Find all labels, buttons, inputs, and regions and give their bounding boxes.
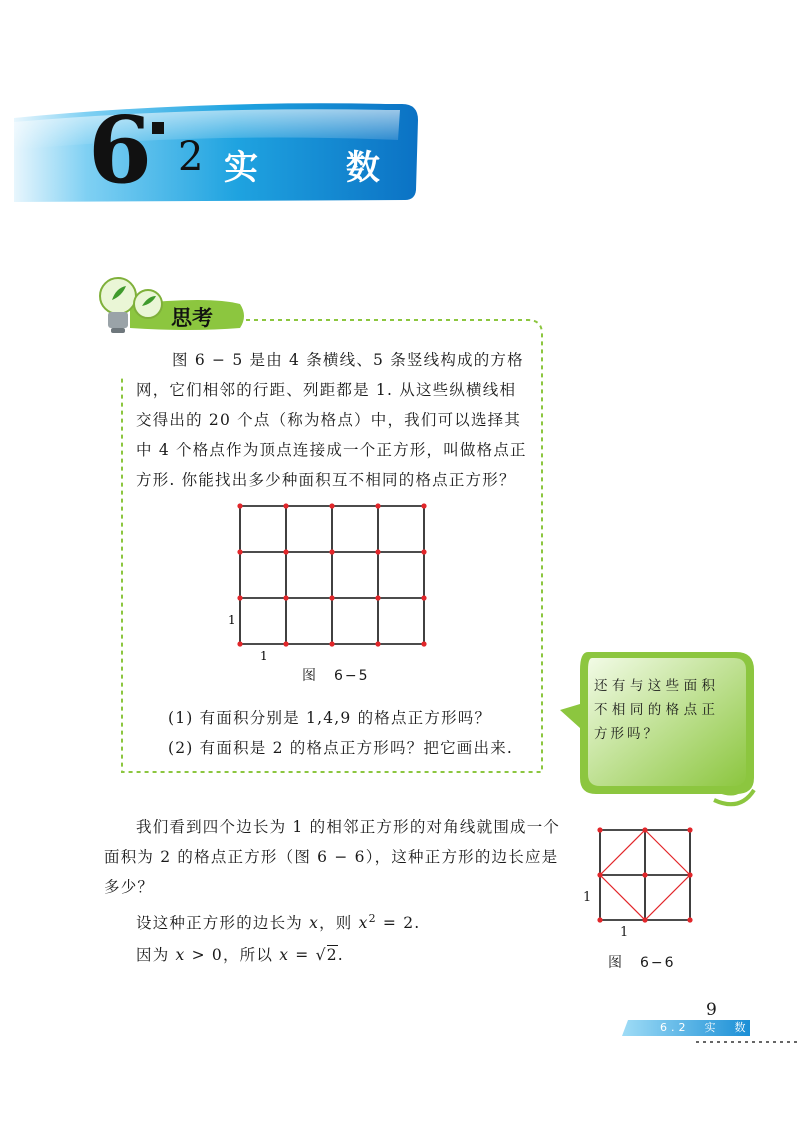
fig65-lattice-point [375,641,380,646]
fig66-unit-y: 1 [583,890,592,905]
fig65-unit-y: 1 [228,613,236,627]
fig66-lattice-point [642,827,647,832]
line2-var2: x [358,914,369,933]
line3-eq: = [289,946,316,965]
fig65-lattice-point [329,549,334,554]
fig65-unit-x: 1 [260,649,268,663]
fig65-lattice-point [375,549,380,554]
footer-section-label: 6.2 实 数 [660,1021,750,1034]
line2-suffix: = 2. [376,914,421,933]
fig65-lattice-point [283,549,288,554]
section-number: 2 [178,134,204,180]
fig65-lattice-point [237,549,242,554]
fig65-lattice-point [237,503,242,508]
fig65-lattice-point [283,503,288,508]
fig65-lattice-point [421,595,426,600]
line2-mid: ，则 [319,914,359,933]
fig66-lattice-point [642,917,647,922]
line3-prefix: 因为 [136,946,176,965]
fig65-lattice-point [283,641,288,646]
fig65-lattice-point [375,595,380,600]
fig65-lattice-point [329,641,334,646]
fig66-lattice-point [687,917,692,922]
think-label: 思考 [171,306,213,330]
fig65-lattice-point [329,595,334,600]
figure-6-5-grid [228,498,438,668]
fig66-lattice-point [597,872,602,877]
line2-var: x [309,914,320,933]
bubble-text: 还有与这些面积不相同的格点正方形吗？ [594,678,718,742]
sqrt-radicand: 2 [326,946,338,965]
fig65-lattice-point [237,641,242,646]
fig66-lattice-point [597,827,602,832]
figure-6-6-caption: 图 6−6 [608,955,676,971]
fig65-lattice-point [421,641,426,646]
fig65-lattice-point [421,549,426,554]
page-number: 9 [706,1000,717,1020]
main-body [104,812,564,970]
think-paragraph: 图 6 − 5 是由 4 条横线、5 条竖线构成的方格网，它们相邻的行距、列距都是 1. 从这些纵横线相交得出的 20 个点（称为格点）中，我们可以选择其中 4 个格点作为顶点连接成一个正方形，叫做格点正方形. 你能找出多少种面积互不相同的格点正方形？ [136,351,527,489]
question-1: (1) 有面积分别是 1,4,9 的格点正方形吗？ [168,709,492,727]
fig65-lattice-point [329,503,334,508]
line2-prefix: 设这种正方形的边长为 [136,914,310,933]
footer-dotted-line [696,1041,800,1043]
line3-mid: > 0，所以 [185,946,280,965]
main-line-3 [104,940,564,970]
figure-6-5-caption: 图 6−5 [302,668,370,684]
fig65-lattice-point [283,595,288,600]
line2-exponent: 2 [368,912,377,925]
line3-end: . [337,946,344,965]
fig66-lattice-point [687,827,692,832]
fig65-lattice-point [375,503,380,508]
section-title: 实 数 [224,148,418,188]
fig66-lattice-point [642,872,647,877]
main-paragraph: 我们看到四个边长为 1 的相邻正方形的对角线就围成一个面积为 2 的格点正方形（图 6 − 6），这种正方形的边长应是多少？ [104,818,561,896]
line3-var: x [175,946,186,965]
line3-var2: x [279,946,290,965]
lightbulb-icon [90,270,250,340]
chapter-dot [148,118,170,140]
fig66-unit-x: 1 [620,925,629,940]
main-line-2 [104,904,564,938]
fig65-lattice-point [421,503,426,508]
fig66-lattice-point [597,917,602,922]
sqrt-sign: √ [315,946,327,965]
chapter-number: 6 [88,96,149,204]
figure-6-6-grid [580,820,700,940]
fig65-lattice-point [237,595,242,600]
fig66-lattice-point [687,872,692,877]
question-2: (2) 有面积是 2 的格点正方形吗？把它画出来. [168,739,514,757]
